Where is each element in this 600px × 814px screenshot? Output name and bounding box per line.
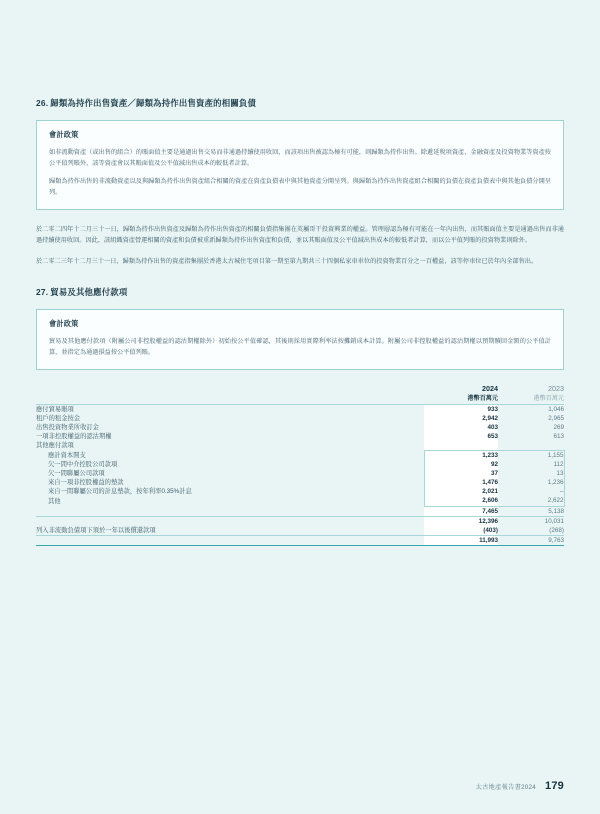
table-row <box>36 432 564 441</box>
subtotal-value-2023: 5,138 <box>548 507 564 515</box>
row-value-2024: 37 <box>424 469 498 478</box>
row-value-2023: 613 <box>553 433 564 440</box>
row-value-2023: 13 <box>498 469 564 478</box>
section-spacer <box>36 277 564 287</box>
policy-paragraph: 貿易及其他應付款項（附屬公司非控股權益的認沽期權除外）初始按公平值確認，其後則採用實際利率法按攤銷成本計算。附屬公司非控股權益的認沽期權以預期贖回金額的公平值計算，並指定為通過損益按公平值列賬。 <box>49 337 551 357</box>
row-value-2024: 1,233 <box>424 450 498 460</box>
payables-table <box>36 384 565 546</box>
row-value-2023: 2,965 <box>548 414 564 422</box>
page-footer <box>476 780 564 792</box>
row-value-2024: 1,476 <box>424 478 498 487</box>
table-row <box>36 487 564 496</box>
row-value-2024: 2,021 <box>424 487 498 496</box>
net-label <box>36 535 424 545</box>
subtotal-value-2024: 7,465 <box>424 506 498 516</box>
row-value-2023: 112 <box>498 460 564 469</box>
table-row <box>36 441 564 450</box>
section-26 <box>36 98 564 268</box>
table-subtotal-row <box>36 506 564 516</box>
policy-paragraph: 歸類為持作出售的非流動資產以及與歸類為持作出售資產組合相關的資產在資產負債表中與其他資產分開呈列。與歸類為持作出售資產組合相關的負債在資產負債表中與其他負債分開呈列。 <box>49 177 551 197</box>
row-value-2023: 269 <box>553 423 564 431</box>
section-27-policy-box <box>36 309 564 370</box>
row-label: 其他應付款項 <box>36 442 74 450</box>
row-value-2024 <box>424 441 498 450</box>
net-value-2023: 9,763 <box>498 535 564 545</box>
header-year-2023: 2023 <box>548 383 564 393</box>
row-value-2023: 1,236 <box>498 478 564 487</box>
row-label: 欠一間聯屬公司款項 <box>48 470 105 477</box>
header-unit-2024: 港幣百萬元 <box>467 395 498 403</box>
section-27-number: 27. <box>36 286 49 297</box>
row-label: 來自一項非控股權益的墊款 <box>48 479 124 487</box>
table-row <box>36 469 564 478</box>
row-label: 出售投資物業所收訂金 <box>36 423 99 431</box>
section-27 <box>36 287 564 546</box>
table-row <box>36 423 564 432</box>
policy-paragraph: 如非流動資產（或出售的組合）的賬面值主要是通過出售交易而非通過持續使用收回，而該項出售被認為極有可能，則歸類為持作出售。除遞延稅項資產、金融資產及投資物業等資產按公平值列賬外，該等資產會以其賬面值及公平值減出售成本的較低者計算。 <box>49 148 551 168</box>
table-total-row <box>36 516 564 526</box>
section-27-heading <box>36 287 564 299</box>
row-value-2023: – <box>498 487 564 496</box>
policy-title-26: 會計政策 <box>49 129 79 139</box>
total-value-2024: 12,396 <box>424 516 498 526</box>
footer-brand: 太古地產報告書2024 <box>475 784 537 791</box>
table-header-row <box>36 384 564 404</box>
row-value-2024: 92 <box>424 460 498 469</box>
table-row <box>36 414 564 423</box>
table-header-2023 <box>498 384 564 404</box>
section-27-title: 貿易及其他應付款項 <box>50 286 128 297</box>
row-label: 一項非控股權益的認沽期權 <box>36 433 112 440</box>
row-label: 其他 <box>48 497 61 505</box>
section-26-title: 歸類為持作出售資產／歸類為持作出售資產的相關負債 <box>50 98 257 108</box>
header-unit-2023: 港幣百萬元 <box>533 395 564 403</box>
total-label <box>36 516 424 526</box>
table-net-row <box>36 535 564 545</box>
noncurrent-label: 列入非流動負債項下須於一年以後償還款項 <box>36 526 156 534</box>
section-26-paragraph: 於二零二三年十二月三十一日，歸類為持作出售的資產指集團於香港太古城住宅項目第一期至第九期共三十四個私家車車位的投資物業百分之一百權益，該等停車位已於年內全部售出。 <box>36 258 538 266</box>
row-label: 應計資本開支 <box>48 451 86 459</box>
page-content <box>36 98 564 546</box>
subtotal-label <box>36 506 424 516</box>
row-value-2023: 1,155 <box>498 450 564 460</box>
section-26-paragraph: 於二零二四年十二月三十一日，歸類為持作出售資產及歸類為持作出售資產的相關負債指集團在英屬哥干投資興業的權益。管理層認為極有可能在一年內出售，而其賬面值主要是通過出售而非通過持續使用收回。因此，該組織資產營運相關的資產和負債被重新歸類為持作出售資產和負債，並以其賬面值及公平值減出售成本的較低者計算，而以公平值列賬的投資物業則除外。 <box>36 225 564 245</box>
row-value-2024: 2,606 <box>424 496 498 506</box>
row-label: 應付貿易賬項 <box>36 404 424 414</box>
row-value-2024: 403 <box>424 423 498 432</box>
row-value-2024: 2,942 <box>424 414 498 423</box>
net-value-2024: 11,993 <box>424 535 498 545</box>
row-value-2024: 933 <box>424 404 498 414</box>
section-26-heading <box>36 98 564 110</box>
footer-page-number: 179 <box>545 780 564 792</box>
table-row <box>36 404 564 414</box>
row-label: 欠一間中介控股公司款項 <box>48 460 118 468</box>
row-value-2024: 653 <box>424 432 498 441</box>
table-row <box>36 450 564 460</box>
table-row <box>36 478 564 487</box>
row-value-2023: 2,622 <box>498 496 564 506</box>
policy-title-27: 會計政策 <box>49 318 79 328</box>
row-value-2023 <box>498 441 564 450</box>
table-row <box>36 496 564 506</box>
section-26-policy-box <box>36 120 564 210</box>
section-26-number: 26. <box>36 98 49 108</box>
noncurrent-value-2023: (268) <box>549 526 564 534</box>
table-header-2024 <box>424 384 498 404</box>
noncurrent-value-2024: (403) <box>424 526 498 536</box>
row-label: 來自一間聯屬公司的計息墊款，按年利率0.35%計息 <box>48 488 192 496</box>
total-value-2023: 10,031 <box>498 516 564 526</box>
row-value-2023: 1,046 <box>498 404 564 414</box>
header-year-2024: 2024 <box>482 383 498 393</box>
row-label: 租戶的租金按金 <box>36 414 81 422</box>
table-noncurrent-row <box>36 526 564 536</box>
table-header-blank <box>36 384 424 404</box>
table-row <box>36 460 564 469</box>
